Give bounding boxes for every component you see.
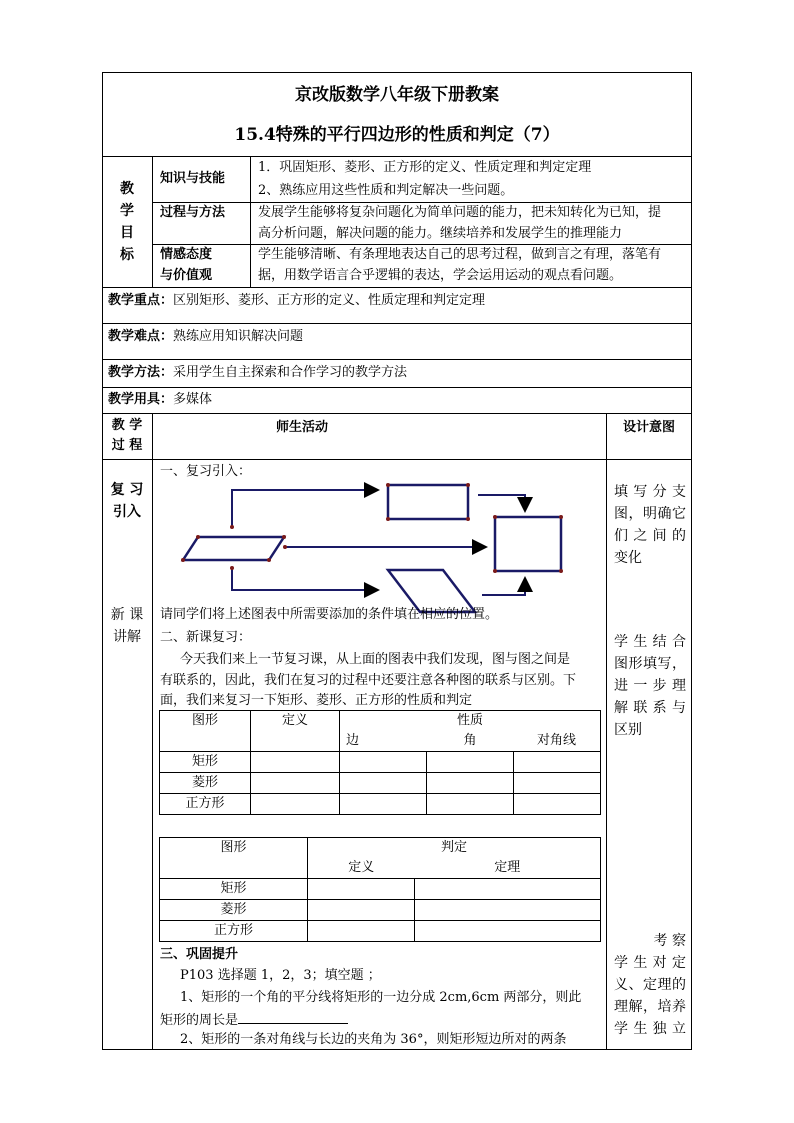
exercise-reference: P103 选择题 1，2，3；填空题 ；	[180, 968, 381, 983]
objectives-side-label: 教 学 目 标	[120, 181, 134, 263]
process-header-right: 设计意图	[622, 420, 675, 435]
question-1-line: 1、矩形的一个角的平分线将矩形的一边分成 2cm,6cm 两部分，则此	[180, 990, 582, 1005]
method-text: 采用学生自主探索和合作学习的教学方法	[173, 365, 408, 380]
objective-label-process: 过程与方法	[160, 205, 226, 220]
tools-label: 教学用具：	[108, 392, 174, 407]
objective-text: 发展学生能够将复杂问题化为简单问题的能力，把未知转化为已知，提	[258, 205, 662, 220]
page-subtitle: 15.4特殊的平行四边形的性质和判定（7）	[234, 125, 560, 145]
objective-text: 学生能够清晰、有条理地表达自己的思考过程，做到言之有理，落笔有	[258, 247, 662, 262]
table-subheader: 对角线	[514, 731, 601, 752]
arrow-rect-to-square	[478, 495, 525, 511]
square-shape	[495, 517, 561, 571]
table-row: 菱形	[160, 773, 601, 794]
table-row: 矩形	[160, 879, 601, 900]
intent-block-2: 学生结合 图形填写， 进一步理 解联系与 区别	[614, 634, 686, 738]
table-header: 性质	[340, 711, 601, 732]
process-header-left: 教 学 过 程	[111, 418, 143, 453]
properties-table	[159, 710, 601, 815]
arrow-rhombus-to-square	[482, 578, 525, 595]
table-subheader: 定理	[415, 858, 601, 879]
objective-label-knowledge: 知识与技能	[160, 171, 226, 186]
objective-label-attitude: 情感态度	[160, 247, 213, 262]
table-header: 图形	[160, 838, 308, 879]
table-row: 菱形	[160, 900, 601, 921]
label-review: 复 习 引入	[110, 482, 144, 520]
section-consolidate: 三、巩固提升	[160, 947, 239, 962]
objective-text: 高分析问题，解决问题的能力。继续培养和发展学生的推理能力	[258, 226, 623, 241]
table-subheader: 定义	[308, 858, 415, 879]
table-header: 判定	[308, 838, 601, 859]
section-new-review: 二、新课复习：	[160, 630, 252, 645]
divider	[102, 287, 692, 288]
tools-text: 多媒体	[173, 392, 213, 407]
divider	[102, 387, 692, 388]
question-1-line: 矩形的周长是	[160, 1009, 348, 1031]
table-header: 定义	[251, 711, 340, 752]
divider	[102, 359, 692, 360]
section-review: 一、复习引入：	[160, 464, 252, 479]
divider	[102, 156, 692, 157]
difficulty-label: 教学难点：	[108, 329, 174, 344]
parallelogram-shape	[183, 537, 284, 560]
key-point-label: 教学重点：	[108, 293, 174, 308]
divider	[250, 156, 251, 287]
objective-text: 2、熟练应用这些性质和判定解决一些问题。	[258, 183, 514, 198]
label-new-lesson: 新 课 讲解	[110, 607, 144, 645]
objective-text: 据，用数学语言合乎逻辑的表达，学会运用运动的观点看问题。	[258, 268, 623, 283]
tools-row	[108, 390, 212, 410]
objective-text: 1．巩固矩形、菱形、正方形的定义、性质定理和判定定理	[258, 160, 592, 175]
table-row: 正方形	[160, 921, 601, 942]
quadrilateral-diagram	[150, 470, 610, 615]
key-point-text: 区别矩形、菱形、正方形的定义、性质定理和判定定理	[173, 293, 486, 308]
divider	[102, 413, 692, 414]
method-label: 教学方法：	[108, 365, 174, 380]
table-header: 图形	[160, 711, 251, 752]
intent-block-3: 考 察 学生对定 义、定理的 理解，培养 学生独立	[614, 933, 686, 1037]
table-row: 矩形	[160, 752, 601, 773]
process-header-middle: 师生活动	[275, 420, 328, 435]
table-subheader: 角	[427, 731, 514, 752]
divider	[102, 459, 692, 460]
table-subheader: 边	[340, 731, 427, 752]
key-point-row	[108, 291, 485, 311]
difficulty-row	[108, 327, 303, 347]
divider	[152, 156, 153, 287]
difficulty-text: 熟练应用知识解决问题	[173, 329, 304, 344]
instruction-text: 请同学们将上述图表中所需要添加的条件填在相应的位置。	[160, 607, 499, 622]
paragraph-line: 面，我们来复习一下矩形、菱形、正方形的性质和判定	[160, 693, 473, 708]
page-title: 京改版数学八年级下册教案	[295, 85, 499, 105]
frame-right	[691, 72, 692, 1050]
intent-block-1: 填写分支 图，明确它 们之间的 变化	[614, 484, 686, 566]
arrow-to-rhombus	[232, 568, 378, 590]
objective-label-attitude: 与价值观	[160, 268, 213, 283]
rectangle-top-shape	[388, 485, 468, 519]
frame-top	[102, 72, 692, 73]
criteria-table	[159, 837, 601, 942]
method-row	[108, 363, 407, 383]
divider	[102, 323, 692, 324]
arrow-to-rectangle	[232, 490, 378, 527]
question-2-line: 2、矩形的一条对角线与长边的夹角为 36°，则矩形短边所对的两条	[180, 1032, 567, 1047]
answer-blank[interactable]	[238, 1009, 348, 1024]
paragraph-line: 有联系的，因此，我们在复习的过程中还要注意各种图的联系与区别。下	[160, 673, 577, 688]
paragraph-line: 今天我们来上一节复习课，从上面的图表中我们发现，图与图之间是	[180, 652, 571, 667]
table-row: 正方形	[160, 794, 601, 815]
